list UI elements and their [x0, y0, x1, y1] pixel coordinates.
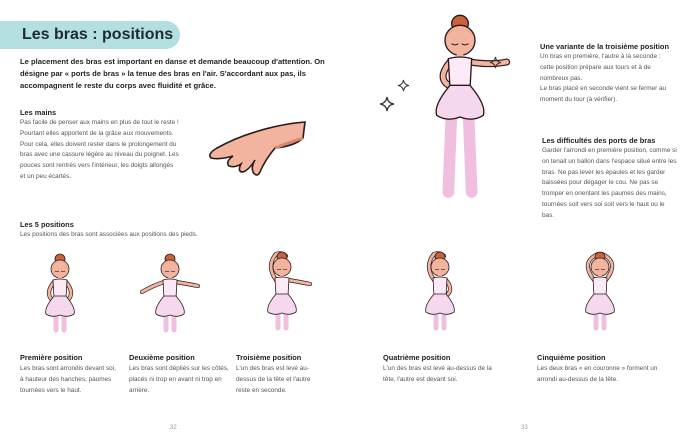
difficulties-heading: Les difficultés des ports de bras: [542, 136, 656, 145]
dancer-second-position: [140, 252, 200, 347]
difficulties-text: Garder l'arrondi en première position, comme si on tenait un ballon dans l'espace situé entre les bras. Ne pas lever les épaules et les garder baissées pour dégager le cou. Ne pas se tromper en orientant les paumes des mains, tournées soit vers soi soit vers le haut ou le bas.: [542, 147, 677, 219]
position-title: Première position: [20, 353, 83, 362]
position-title: Quatrième position: [383, 353, 451, 362]
page-number-right: 33: [521, 425, 528, 431]
variant-text: Un bras en première, l'autre à la seconde : cette position prépare aux tours et à de nombreux pas.: [540, 53, 661, 82]
position-text: L'un des bras est levé au-dessus de la tête et l'autre reste en seconde.: [236, 365, 311, 394]
variant-heading: Une variante de la troisième position: [540, 42, 669, 51]
position-caption: [537, 352, 672, 386]
position-text: L'un des bras est levé au-dessus de la tête, l'autre est devant soi.: [383, 365, 492, 383]
position-caption: [20, 352, 120, 396]
dancer-fifth-position: [570, 250, 630, 347]
position-title: Deuxième position: [129, 353, 195, 362]
five-positions-text: Les positions des bras sont associées aux positions des pieds.: [20, 231, 198, 238]
variant-section: [540, 41, 675, 106]
page-number-left: 32: [170, 425, 177, 431]
position-text: Les bras sont arrondis devant soi, à hauteur des hanches, paumes tournées vers le haut.: [20, 365, 116, 394]
page-title: Les bras : positions: [0, 21, 180, 49]
position-caption: [236, 352, 326, 396]
dancer-fourth-position: [410, 250, 470, 347]
position-caption: [383, 352, 503, 386]
five-positions-heading: Les 5 positions: [20, 220, 74, 229]
position-text: Les deux bras « en couronne » forment un arrondi au-dessus de la tête.: [537, 365, 658, 383]
five-positions-section: [20, 219, 320, 241]
hand-illustration: [205, 120, 315, 185]
dancer-first-position: [30, 252, 90, 347]
variant-text-2: Le bras placé en seconde vient se fermer au moment du tour (à vérifier).: [540, 85, 667, 104]
dancer-variant-illustration: [410, 12, 510, 207]
hands-text: Pas facile de penser aux mains en plus de tout le reste ! Pourtant elles apportent de la grâce aux mouvements. Pour cela, elles doivent rester dans le prolongement du bras avec une cassure légère au niveau du poignet. Les pouces sont rentrés vers l'intérieur, les doigts allongés et un peu écartés.: [20, 119, 179, 180]
position-title: Troisième position: [236, 353, 302, 362]
sparkle-icon: [398, 80, 409, 91]
hands-heading: Les mains: [20, 108, 57, 117]
intro-text: Le placement des bras est important en danse et demande beaucoup d'attention. On désigne par « ports de bras » la tenue des bras en l'air. S'accordant aux pas, ils accompagnent le reste du corps avec fluidité et grâce.: [20, 57, 325, 90]
position-caption: [129, 352, 229, 396]
position-title: Cinquième position: [537, 353, 606, 362]
position-text: Les bras sont dépliés sur les côtés, placés ni trop en avant ni trop en arrière.: [129, 365, 229, 394]
sparkle-icon: [380, 97, 394, 111]
sparkle-icon: [490, 57, 501, 68]
difficulties-section: [542, 135, 677, 222]
hands-section: [20, 107, 180, 183]
dancer-third-position: [252, 250, 312, 347]
